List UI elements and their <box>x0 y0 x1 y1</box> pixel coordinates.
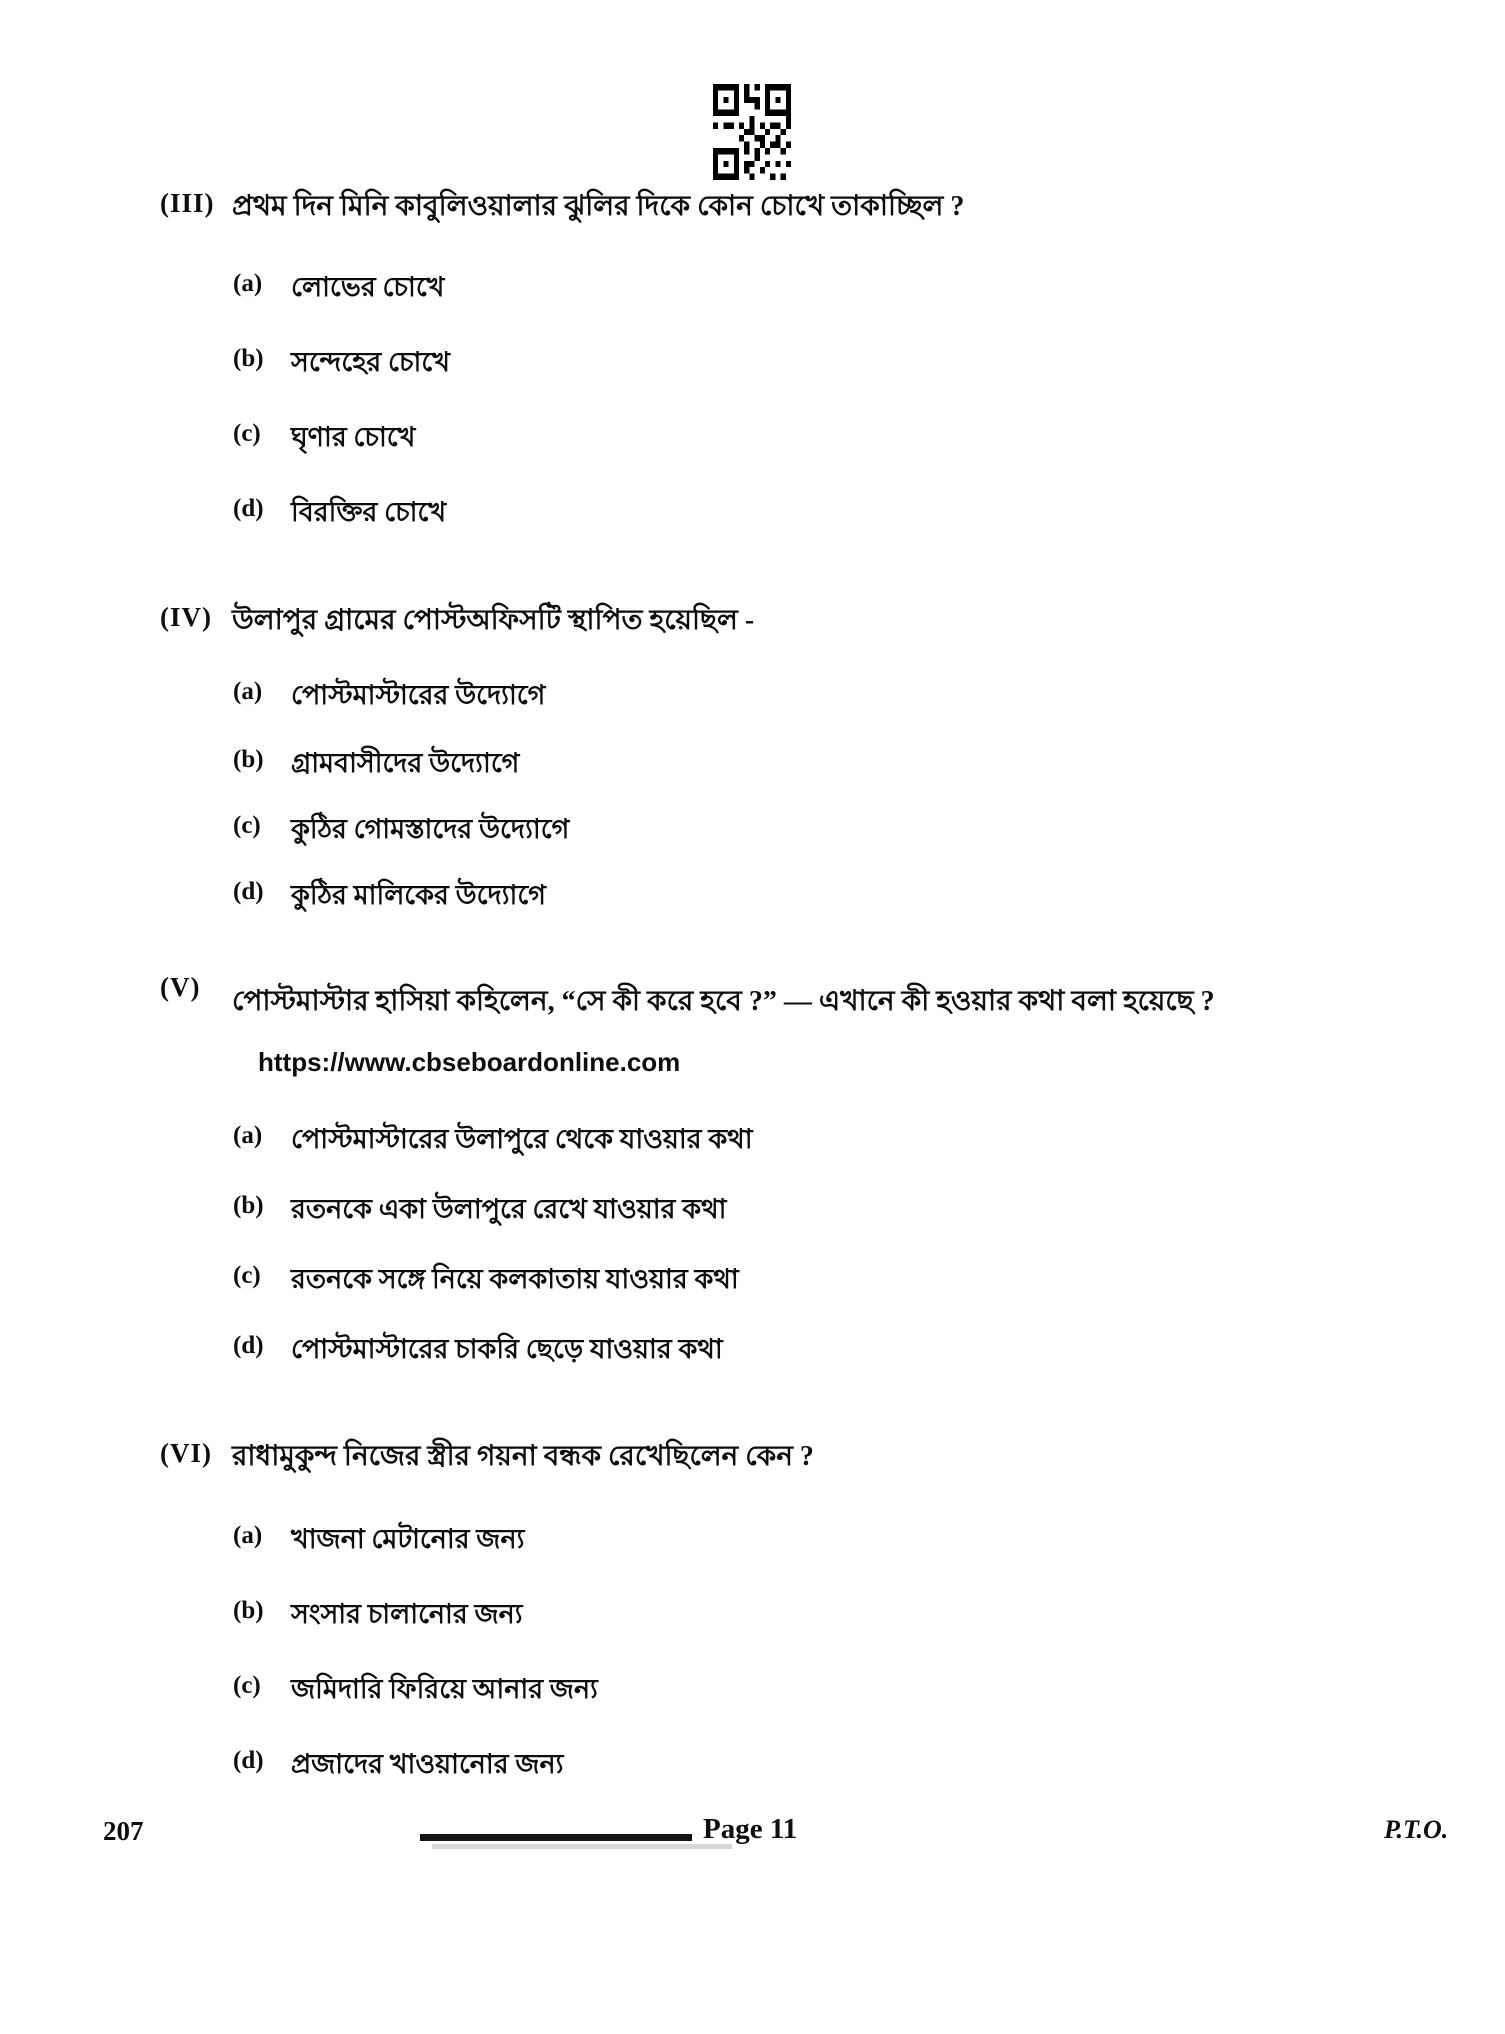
option-label: (a) <box>233 1522 263 1549</box>
option-text: পোস্টমাস্টারের চাকরি ছেড়ে যাওয়ার কথা <box>291 1334 723 1364</box>
pto-label: P.T.O. <box>1384 1815 1449 1844</box>
question-text-body: পোস্টমাস্টার হাসিয়া কহিলেন, “সে কী করে হবে ?” — এখানে কী হওয়ার কথা বলা হয়েছে ? <box>232 986 1215 1017</box>
option-text: প্রজাদের খাওয়ানোর জন্য <box>291 1749 564 1779</box>
option-text: সন্দেহের চোখে <box>291 347 450 377</box>
qr-code-image <box>713 84 791 180</box>
option-row <box>233 1192 1383 1227</box>
footer-rule-shadow <box>432 1844 732 1849</box>
option-text: সংসার চালানোর জন্য <box>291 1599 523 1629</box>
option-label: (c) <box>233 1672 261 1699</box>
option-text: লোভের চোখে <box>291 272 445 302</box>
question-block-v <box>160 972 1410 1093</box>
option-label: (d) <box>233 878 264 905</box>
question-number: (IV) <box>160 602 212 632</box>
option-row <box>233 1522 1383 1557</box>
option-label: (c) <box>233 812 261 839</box>
option-row <box>233 1597 1383 1632</box>
option-row <box>233 420 1383 455</box>
question-block-iv <box>160 602 1410 640</box>
option-row <box>233 1672 1383 1707</box>
option-label: (d) <box>233 1747 264 1774</box>
option-label: (d) <box>233 1332 264 1359</box>
option-text: বিরক্তির চোখে <box>291 497 447 527</box>
option-text: রতনকে সঙ্গে নিয়ে কলকাতায় যাওয়ার কথা <box>291 1264 739 1294</box>
option-row <box>233 1747 1383 1782</box>
option-row <box>233 345 1383 380</box>
option-label: (c) <box>233 1262 261 1289</box>
option-label: (c) <box>233 420 261 447</box>
question-block-iii <box>160 188 1410 226</box>
option-label: (d) <box>233 495 264 522</box>
option-text: ঘৃণার চোখে <box>291 422 416 452</box>
page-number: Page 11 <box>703 1813 798 1845</box>
question-text: রাধামুকুন্দ নিজের স্ত্রীর গয়না বন্ধক রেখেছিলেন কেন ? <box>232 1441 814 1472</box>
option-label: (b) <box>233 1597 264 1624</box>
option-label: (b) <box>233 1192 264 1219</box>
option-label: (a) <box>233 1122 263 1149</box>
option-row <box>233 678 1383 713</box>
option-text: খাজনা মেটানোর জন্য <box>291 1524 525 1554</box>
option-label: (a) <box>233 270 263 297</box>
question-text <box>232 972 1410 1093</box>
option-row <box>233 1262 1383 1297</box>
option-label: (b) <box>233 345 264 372</box>
footer-rule <box>420 1834 692 1841</box>
option-row <box>233 270 1383 305</box>
question-number: (VI) <box>160 1438 212 1468</box>
paper-code: 207 <box>103 1816 144 1846</box>
option-row <box>233 495 1383 530</box>
question-text: উলাপুর গ্রামের পোস্টঅফিসটি স্থাপিত হয়েছিল - <box>232 605 755 636</box>
url-text: https://www.cbseboardonline.com <box>258 1047 681 1077</box>
option-label: (b) <box>233 746 264 773</box>
option-row <box>233 1122 1383 1157</box>
option-row <box>233 746 1383 781</box>
option-text: পোস্টমাস্টারের উলাপুরে থেকে যাওয়ার কথা <box>291 1124 753 1154</box>
option-row <box>233 812 1383 847</box>
question-block-vi <box>160 1438 1410 1476</box>
option-text: রতনকে একা উলাপুরে রেখে যাওয়ার কথা <box>291 1194 727 1224</box>
option-text: জমিদারি ফিরিয়ে আনার জন্য <box>291 1674 598 1704</box>
option-text: পোস্টমাস্টারের উদ্যোগে <box>291 680 546 710</box>
question-number: (V) <box>160 972 201 1002</box>
option-text: কুঠির মালিকের উদ্যোগে <box>291 880 546 910</box>
option-text: কুঠির গোমস্তাদের উদ্যোগে <box>291 814 570 844</box>
option-row <box>233 1332 1383 1367</box>
question-number: (III) <box>160 188 215 218</box>
question-text: প্রথম দিন মিনি কাবুলিওয়ালার ঝুলির দিকে কোন চোখে তাকাচ্ছিল ? <box>232 191 965 222</box>
qr-code <box>713 84 791 180</box>
option-text: গ্রামবাসীদের উদ্যোগে <box>291 748 520 778</box>
option-label: (a) <box>233 678 263 705</box>
option-row <box>233 878 1383 913</box>
